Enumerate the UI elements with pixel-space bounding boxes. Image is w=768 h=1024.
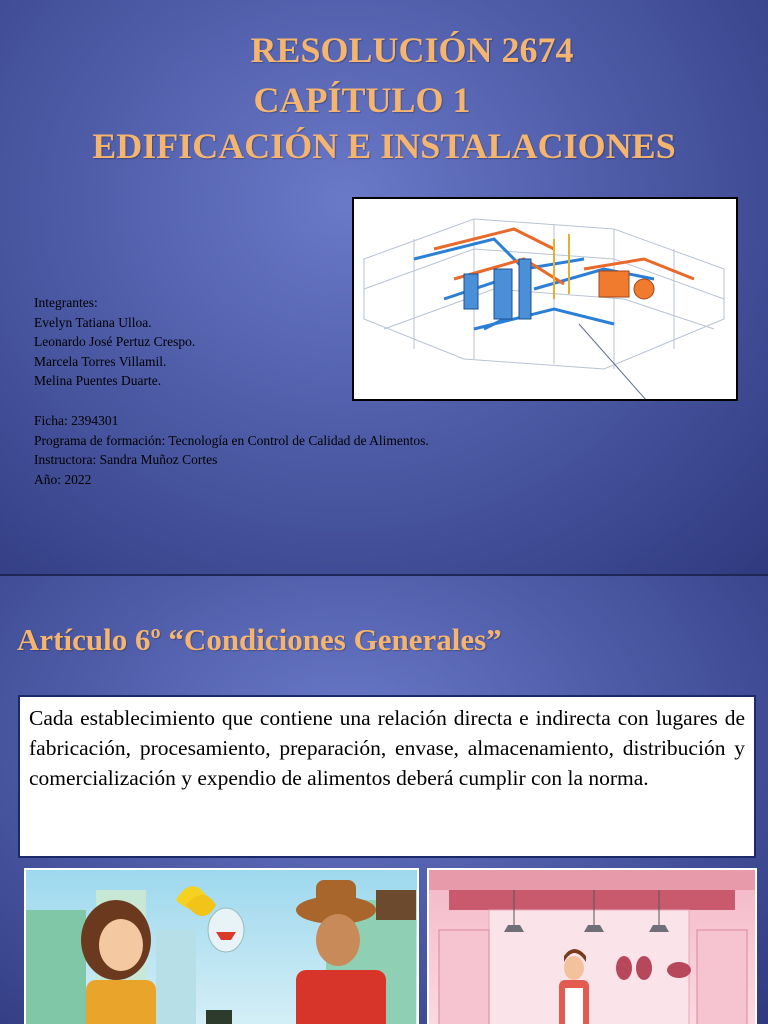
member-name: Marcela Torres Villamil. <box>34 353 167 369</box>
market-illustration <box>24 868 419 1024</box>
member-name: Melina Puentes Duarte. <box>34 373 162 388</box>
butcher-shop-icon <box>429 870 755 1024</box>
slide-2 <box>0 576 768 1024</box>
butcher-illustration <box>427 868 757 1024</box>
article-text-box <box>18 695 756 858</box>
article-body: Cada establecimiento que contiene una relación directa e indirecta con lugares de fabricación, procesamiento, preparación, envase, almacenamiento, distribución y comercialización y expendio de alimentos deberá cumplir con la norma. <box>29 706 745 790</box>
industrial-plant-image <box>352 197 738 401</box>
member-name: Leonardo José Pertuz Crespo. <box>34 334 196 349</box>
market-vendors-icon <box>26 870 417 1024</box>
members-label: Integrantes: <box>34 295 98 310</box>
title-resolucion: RESOLUCIÓN 2674 <box>250 30 574 70</box>
ficha-line: Ficha: 2394301 <box>34 413 119 428</box>
article-heading: Artículo 6º “Condiciones Generales” <box>17 622 502 657</box>
members-list <box>34 293 195 391</box>
program-line: Programa de formación: Tecnología en Control de Calidad de Alimentos. <box>34 432 429 448</box>
instructor-line: Instructora: Sandra Muñoz Cortes <box>34 452 218 467</box>
title-edificacion: EDIFICACIÓN E INSTALACIONES <box>92 126 676 166</box>
title-capitulo: CAPÍTULO 1 <box>253 80 471 120</box>
course-details <box>34 411 429 489</box>
year-line: Año: 2022 <box>34 471 92 487</box>
industrial-plant-icon <box>354 199 736 399</box>
member-name: Evelyn Tatiana Ulloa. <box>34 314 152 330</box>
